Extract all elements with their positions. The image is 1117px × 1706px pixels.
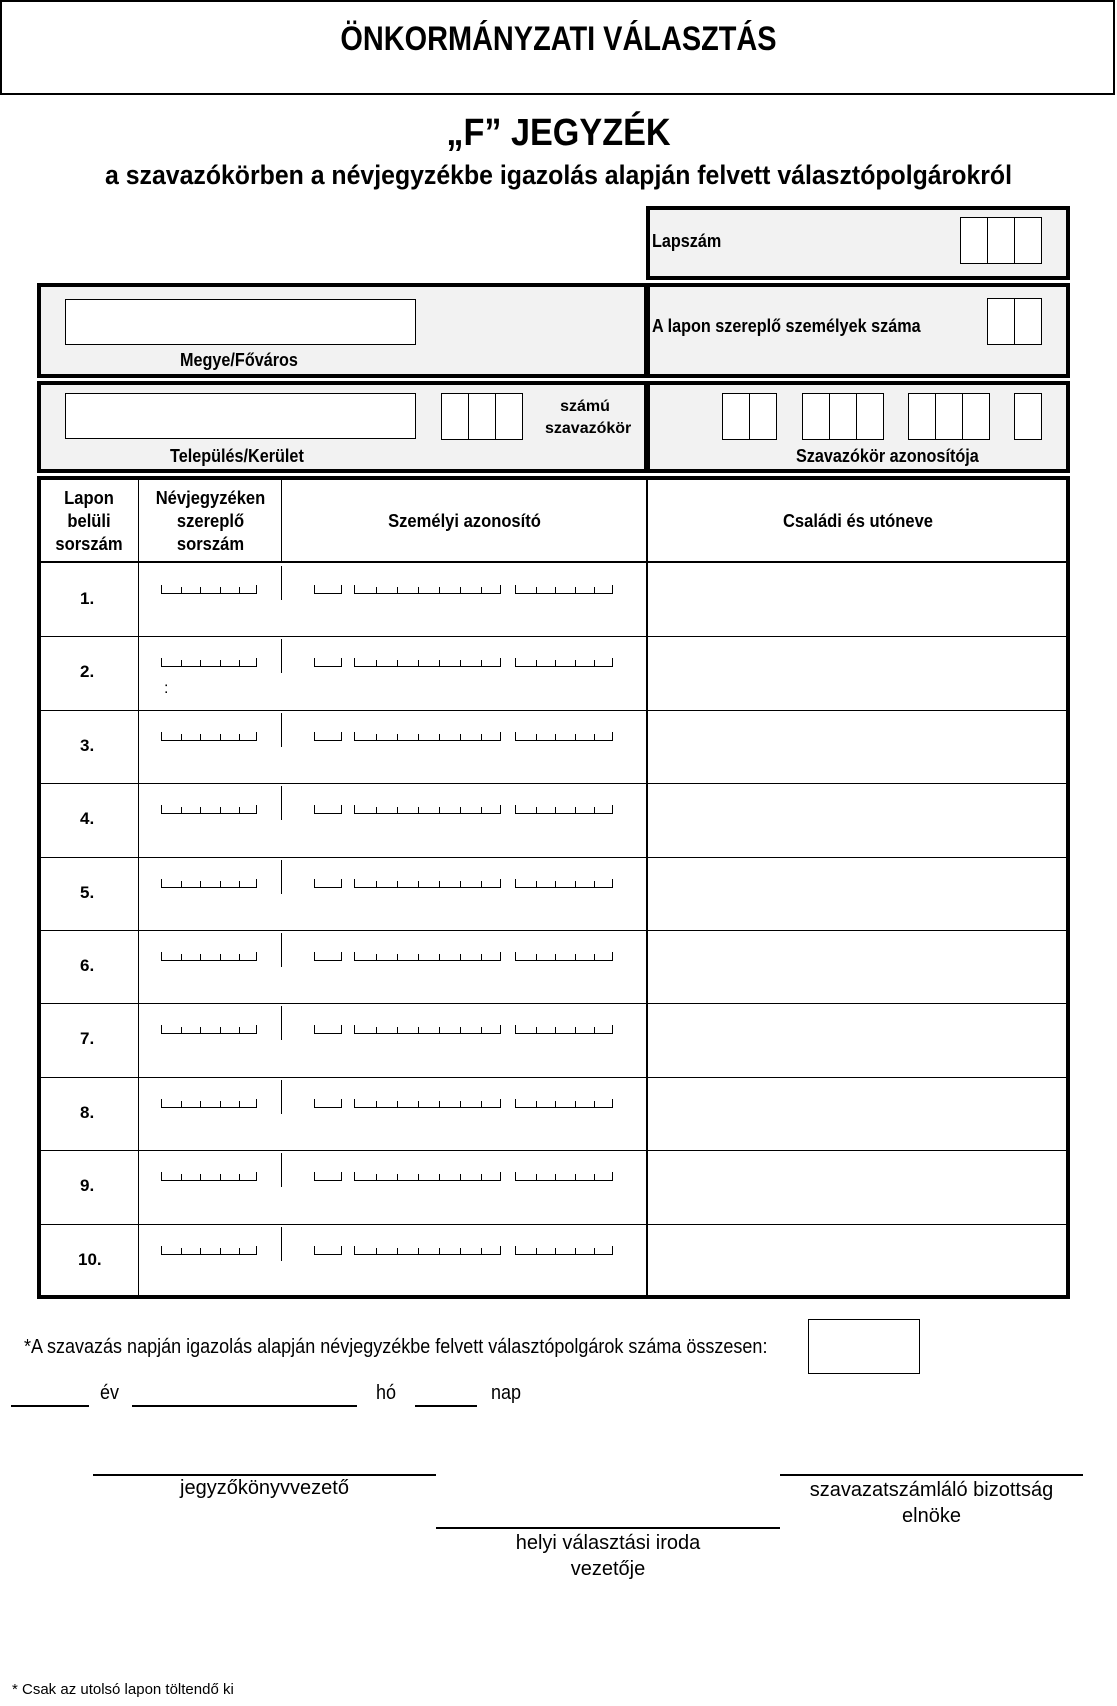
election-title: ÖNKORMÁNYZATI VÁLASZTÁS bbox=[340, 20, 777, 58]
lapszam-digit-1[interactable] bbox=[960, 217, 988, 264]
name-cell[interactable] bbox=[650, 565, 1066, 634]
personal-id-digit-group-1[interactable] bbox=[314, 732, 342, 741]
district-id-box-6[interactable] bbox=[908, 393, 936, 440]
register-number-digits[interactable] bbox=[161, 952, 257, 961]
cell-separator bbox=[281, 933, 282, 967]
recorder-signature-line[interactable] bbox=[93, 1474, 436, 1476]
district-id-box-8[interactable] bbox=[962, 393, 990, 440]
register-number-digits[interactable] bbox=[161, 1025, 257, 1034]
szavazokor-label: szavazókör bbox=[545, 420, 632, 437]
row-divider bbox=[39, 636, 1068, 637]
row-divider bbox=[39, 1077, 1068, 1078]
register-number-digits[interactable] bbox=[161, 879, 257, 888]
register-number-digits[interactable] bbox=[161, 585, 257, 594]
col-header-register-number bbox=[146, 487, 276, 556]
personal-id-digit-group-3[interactable] bbox=[515, 805, 613, 814]
total-label: *A szavazás napján igazolás alapján névjegyzékbe felvett választópolgárok száma összesen: bbox=[24, 1336, 768, 1358]
cell-separator bbox=[281, 1227, 282, 1261]
chair-signature-l2: elnöke bbox=[902, 1505, 961, 1527]
office-signature-l2: vezetője bbox=[570, 1558, 646, 1580]
district-id-box-9[interactable] bbox=[1014, 393, 1042, 440]
header-divider bbox=[39, 561, 1068, 563]
row-divider bbox=[39, 857, 1068, 858]
lapszam-digit-3[interactable] bbox=[1014, 217, 1042, 264]
stray-mark: : bbox=[164, 680, 169, 698]
district-number-label bbox=[545, 396, 632, 440]
district-id-box-4[interactable] bbox=[829, 393, 857, 440]
personal-id-digit-group-3[interactable] bbox=[515, 1172, 613, 1181]
row-divider bbox=[39, 710, 1068, 711]
col-header-register-number-l1: Névjegyzéken bbox=[155, 488, 266, 508]
district-id-box-7[interactable] bbox=[935, 393, 963, 440]
personal-id-digit-group-2[interactable] bbox=[354, 732, 501, 741]
personal-id-digit-group-1[interactable] bbox=[314, 658, 342, 667]
persons-count-digit-2[interactable] bbox=[1014, 298, 1042, 345]
form-subtitle: a szavazókörben a névjegyzékbe igazolás alapján felvett választópolgárokról bbox=[104, 160, 1013, 190]
lapszam-digit-2[interactable] bbox=[987, 217, 1015, 264]
settlement-input[interactable] bbox=[65, 393, 416, 439]
row-divider bbox=[39, 930, 1068, 931]
cell-separator bbox=[281, 1080, 282, 1114]
col-divider-3 bbox=[646, 478, 648, 1297]
settlement-label: Település/Kerület bbox=[170, 446, 304, 466]
recorder-signature-label: jegyzőkönyvvezető bbox=[180, 1477, 349, 1499]
district-id-box-1[interactable] bbox=[722, 393, 750, 440]
register-number-digits[interactable] bbox=[161, 732, 257, 741]
total-count-box[interactable] bbox=[808, 1319, 920, 1374]
district-id-box-5[interactable] bbox=[856, 393, 884, 440]
district-id-box-3[interactable] bbox=[802, 393, 830, 440]
personal-id-digit-group-1[interactable] bbox=[314, 879, 342, 888]
year-label: év bbox=[100, 1382, 120, 1404]
col-divider-1 bbox=[138, 478, 139, 1297]
row-number: 8. bbox=[80, 1102, 95, 1122]
personal-id-digit-group-2[interactable] bbox=[354, 805, 501, 814]
col-header-row-index-l3: sorszám bbox=[55, 534, 123, 554]
personal-id-digit-group-1[interactable] bbox=[314, 1025, 342, 1034]
name-cell[interactable] bbox=[650, 1152, 1066, 1221]
personal-id-digit-group-1[interactable] bbox=[314, 1172, 342, 1181]
personal-id-digit-group-1[interactable] bbox=[314, 1099, 342, 1108]
col-header-name: Családi és utóneve bbox=[782, 511, 934, 531]
col-header-register-number-l3: sorszám bbox=[176, 534, 245, 554]
col-header-register-number-l2: szereplő bbox=[176, 511, 245, 531]
year-line[interactable] bbox=[11, 1405, 89, 1407]
personal-id-digit-group-3[interactable] bbox=[515, 1246, 613, 1255]
row-number: 5. bbox=[80, 882, 95, 902]
personal-id-digit-group-2[interactable] bbox=[354, 952, 501, 961]
personal-id-digit-group-1[interactable] bbox=[314, 952, 342, 961]
chair-signature-label bbox=[780, 1477, 1083, 1529]
col-divider-2 bbox=[281, 478, 282, 562]
personal-id-digit-group-3[interactable] bbox=[515, 585, 613, 594]
county-label: Megye/Főváros bbox=[180, 350, 298, 370]
personal-id-digit-group-3[interactable] bbox=[515, 732, 613, 741]
name-cell[interactable] bbox=[650, 1226, 1066, 1295]
row-number: 1. bbox=[80, 589, 95, 608]
name-cell[interactable] bbox=[650, 1079, 1066, 1148]
name-cell[interactable] bbox=[650, 1005, 1066, 1074]
col-header-row-index-l1: Lapon bbox=[64, 488, 114, 508]
row-divider bbox=[39, 1150, 1068, 1151]
cell-separator bbox=[281, 713, 282, 747]
personal-id-digit-group-2[interactable] bbox=[354, 658, 501, 667]
district-id-box-2[interactable] bbox=[749, 393, 777, 440]
personal-id-digit-group-2[interactable] bbox=[354, 585, 501, 594]
row-divider bbox=[39, 783, 1068, 784]
district-number-digit-1[interactable] bbox=[441, 393, 469, 440]
register-number-digits[interactable] bbox=[161, 1099, 257, 1108]
personal-id-digit-group-3[interactable] bbox=[515, 658, 613, 667]
footnote: * Csak az utolsó lapon töltendő ki bbox=[12, 1681, 234, 1698]
office-signature-line[interactable] bbox=[436, 1527, 780, 1529]
persons-count-label: A lapon szereplő személyek száma bbox=[652, 316, 921, 336]
personal-id-digit-group-1[interactable] bbox=[314, 1246, 342, 1255]
cell-separator bbox=[281, 1006, 282, 1040]
chair-signature-l1: szavazatszámláló bizottság bbox=[809, 1479, 1054, 1501]
name-cell[interactable] bbox=[650, 932, 1066, 1001]
month-line[interactable] bbox=[132, 1405, 357, 1407]
personal-id-digit-group-2[interactable] bbox=[354, 1172, 501, 1181]
county-input[interactable] bbox=[65, 299, 416, 345]
district-id-label: Szavazókör azonosítója bbox=[796, 446, 979, 466]
personal-id-digit-group-1[interactable] bbox=[314, 805, 342, 814]
name-cell[interactable] bbox=[650, 859, 1066, 928]
register-number-digits[interactable] bbox=[161, 1172, 257, 1181]
personal-id-digit-group-3[interactable] bbox=[515, 952, 613, 961]
office-signature-label bbox=[436, 1530, 780, 1582]
register-number-digits[interactable] bbox=[161, 1246, 257, 1255]
lapszam-label: Lapszám bbox=[652, 231, 722, 251]
cell-separator bbox=[281, 639, 282, 673]
row-number: 3. bbox=[80, 735, 95, 755]
personal-id-digit-group-3[interactable] bbox=[515, 1099, 613, 1108]
district-number-digit-2[interactable] bbox=[468, 393, 496, 440]
row-number: 9. bbox=[80, 1176, 95, 1196]
month-label: hó bbox=[376, 1382, 397, 1404]
row-number: 7. bbox=[80, 1029, 95, 1049]
day-line[interactable] bbox=[415, 1405, 477, 1407]
name-cell[interactable] bbox=[650, 785, 1066, 854]
row-divider bbox=[39, 1224, 1068, 1225]
name-cell[interactable] bbox=[650, 638, 1066, 707]
szamu-label: számú bbox=[560, 398, 610, 415]
col-header-row-index-l2: belüli bbox=[67, 511, 111, 531]
col-header-row-index bbox=[44, 487, 134, 556]
register-number-digits[interactable] bbox=[161, 658, 257, 667]
row-divider bbox=[39, 1003, 1068, 1004]
chair-signature-line[interactable] bbox=[780, 1474, 1083, 1476]
cell-separator bbox=[281, 786, 282, 820]
personal-id-digit-group-2[interactable] bbox=[354, 879, 501, 888]
col-header-personal-id: Személyi azonosító bbox=[388, 511, 541, 531]
cell-separator bbox=[281, 566, 282, 600]
form-title: „F” JEGYZÉK bbox=[446, 112, 671, 154]
office-signature-l1: helyi választási iroda bbox=[515, 1532, 701, 1554]
cell-separator bbox=[281, 1153, 282, 1187]
personal-id-digit-group-2[interactable] bbox=[354, 1025, 501, 1034]
persons-count-digit-1[interactable] bbox=[987, 298, 1015, 345]
day-label: nap bbox=[491, 1382, 522, 1404]
personal-id-digit-group-1[interactable] bbox=[314, 585, 342, 594]
district-number-digit-3[interactable] bbox=[495, 393, 523, 440]
personal-id-digit-group-2[interactable] bbox=[354, 1246, 501, 1255]
row-number: 4. bbox=[80, 809, 95, 829]
cell-separator bbox=[281, 860, 282, 894]
personal-id-digit-group-3[interactable] bbox=[515, 1025, 613, 1034]
row-number: 6. bbox=[80, 956, 95, 975]
personal-id-digit-group-3[interactable] bbox=[515, 879, 613, 888]
register-number-digits[interactable] bbox=[161, 805, 257, 814]
personal-id-digit-group-2[interactable] bbox=[354, 1099, 501, 1108]
name-cell[interactable] bbox=[650, 712, 1066, 781]
row-number: 2. bbox=[80, 662, 95, 682]
row-number: 10. bbox=[78, 1249, 102, 1269]
